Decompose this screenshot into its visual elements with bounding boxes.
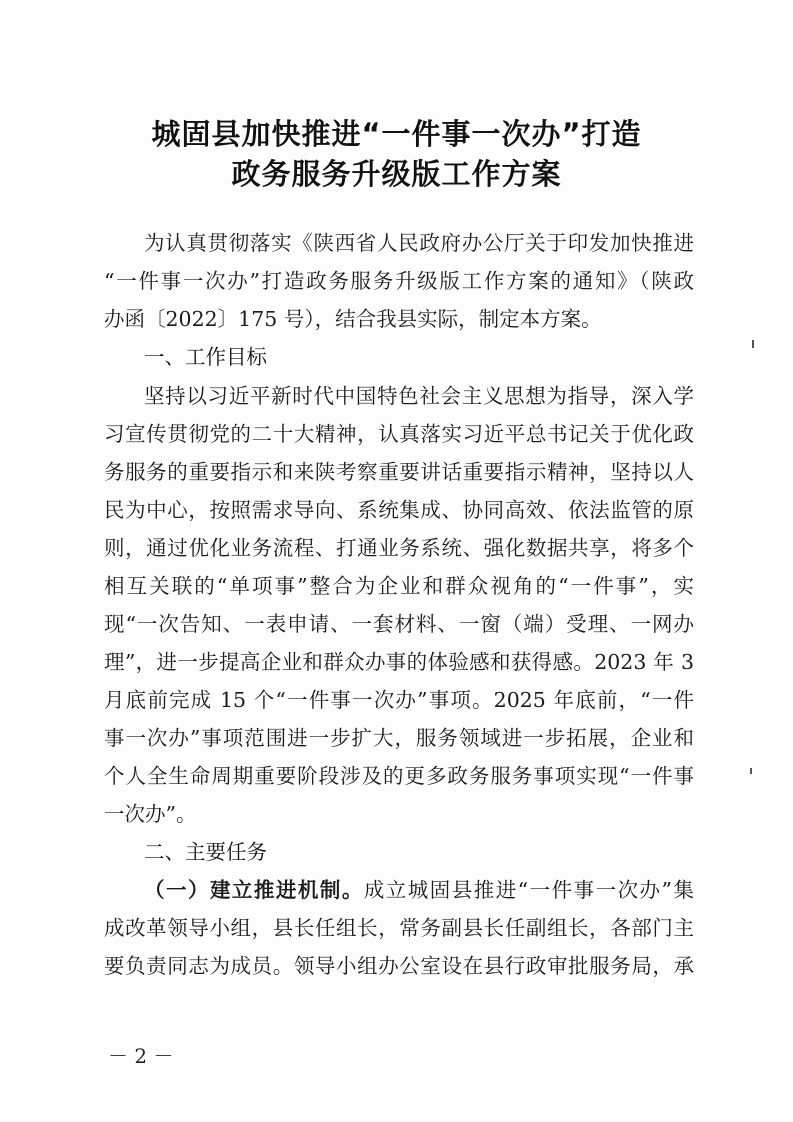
goals-line-5: 则，通过优化业务流程、打通业务系统、强化数据共享，将多个 [104, 536, 694, 560]
scan-mark [752, 340, 754, 348]
document-title-line-2: 政务服务升级版工作方案 [231, 157, 562, 191]
goals-line-6: 相互关联的“单项事”整合为企业和群众视角的“一件事”，实 [104, 574, 694, 598]
task1-label: （一）建立推进机制。 [144, 878, 364, 902]
intro-line-2: “一件事一次办”打造政务服务升级版工作方案的通知》（陕政 [104, 269, 694, 293]
intro-line-1: 为认真贯彻落实《陕西省人民政府办公厅关于印发加快推进 [144, 231, 694, 255]
task1-line-1 [144, 877, 694, 903]
intro-line-3: 办函〔2022〕175 号），结合我县实际，制定本方案。 [104, 307, 602, 331]
goals-line-1: 坚持以习近平新时代中国特色社会主义思想为指导，深入学 [144, 384, 694, 408]
section-heading-tasks: 二、主要任务 [144, 840, 267, 864]
goals-line-12: 一次办”。 [104, 802, 197, 826]
page-number: － 2 － [108, 1044, 174, 1068]
goals-line-10: 事一次办”事项范围进一步扩大，服务领域进一步拓展，企业和 [104, 726, 694, 750]
goals-line-4: 民为中心，按照需求导向、系统集成、协同高效、依法监管的原 [104, 498, 694, 522]
scan-mark [750, 768, 752, 774]
task1-line-2: 成改革领导小组，县长任组长，常务副县长任副组长，各部门主 [104, 916, 694, 940]
goals-line-9: 月底前完成 15 个“一件事一次办”事项。2025 年底前，“一件 [104, 688, 694, 712]
goals-line-3: 务服务的重要指示和来陕考察重要讲话重要指示精神，坚持以人 [104, 460, 694, 484]
document-title-line-1: 城固县加快推进“一件事一次办”打造 [151, 117, 642, 151]
goals-line-2: 习宣传贯彻党的二十大精神，认真落实习近平总书记关于优化政 [104, 422, 694, 446]
task1-line-3: 要负责同志为成员。领导小组办公室设在县行政审批服务局，承 [104, 954, 694, 978]
goals-line-8: 理”，进一步提高企业和群众办事的体验感和获得感。2023 年 3 [104, 650, 694, 674]
task1-first-rest: 成立城固县推进“一件事一次办”集 [363, 878, 694, 902]
goals-line-7: 现“一次告知、一表申请、一套材料、一窗（端）受理、一网办 [104, 612, 694, 636]
section-heading-goals: 一、工作目标 [144, 345, 267, 369]
goals-line-11: 个人全生命周期重要阶段涉及的更多政务服务事项实现“一件事 [104, 764, 694, 788]
